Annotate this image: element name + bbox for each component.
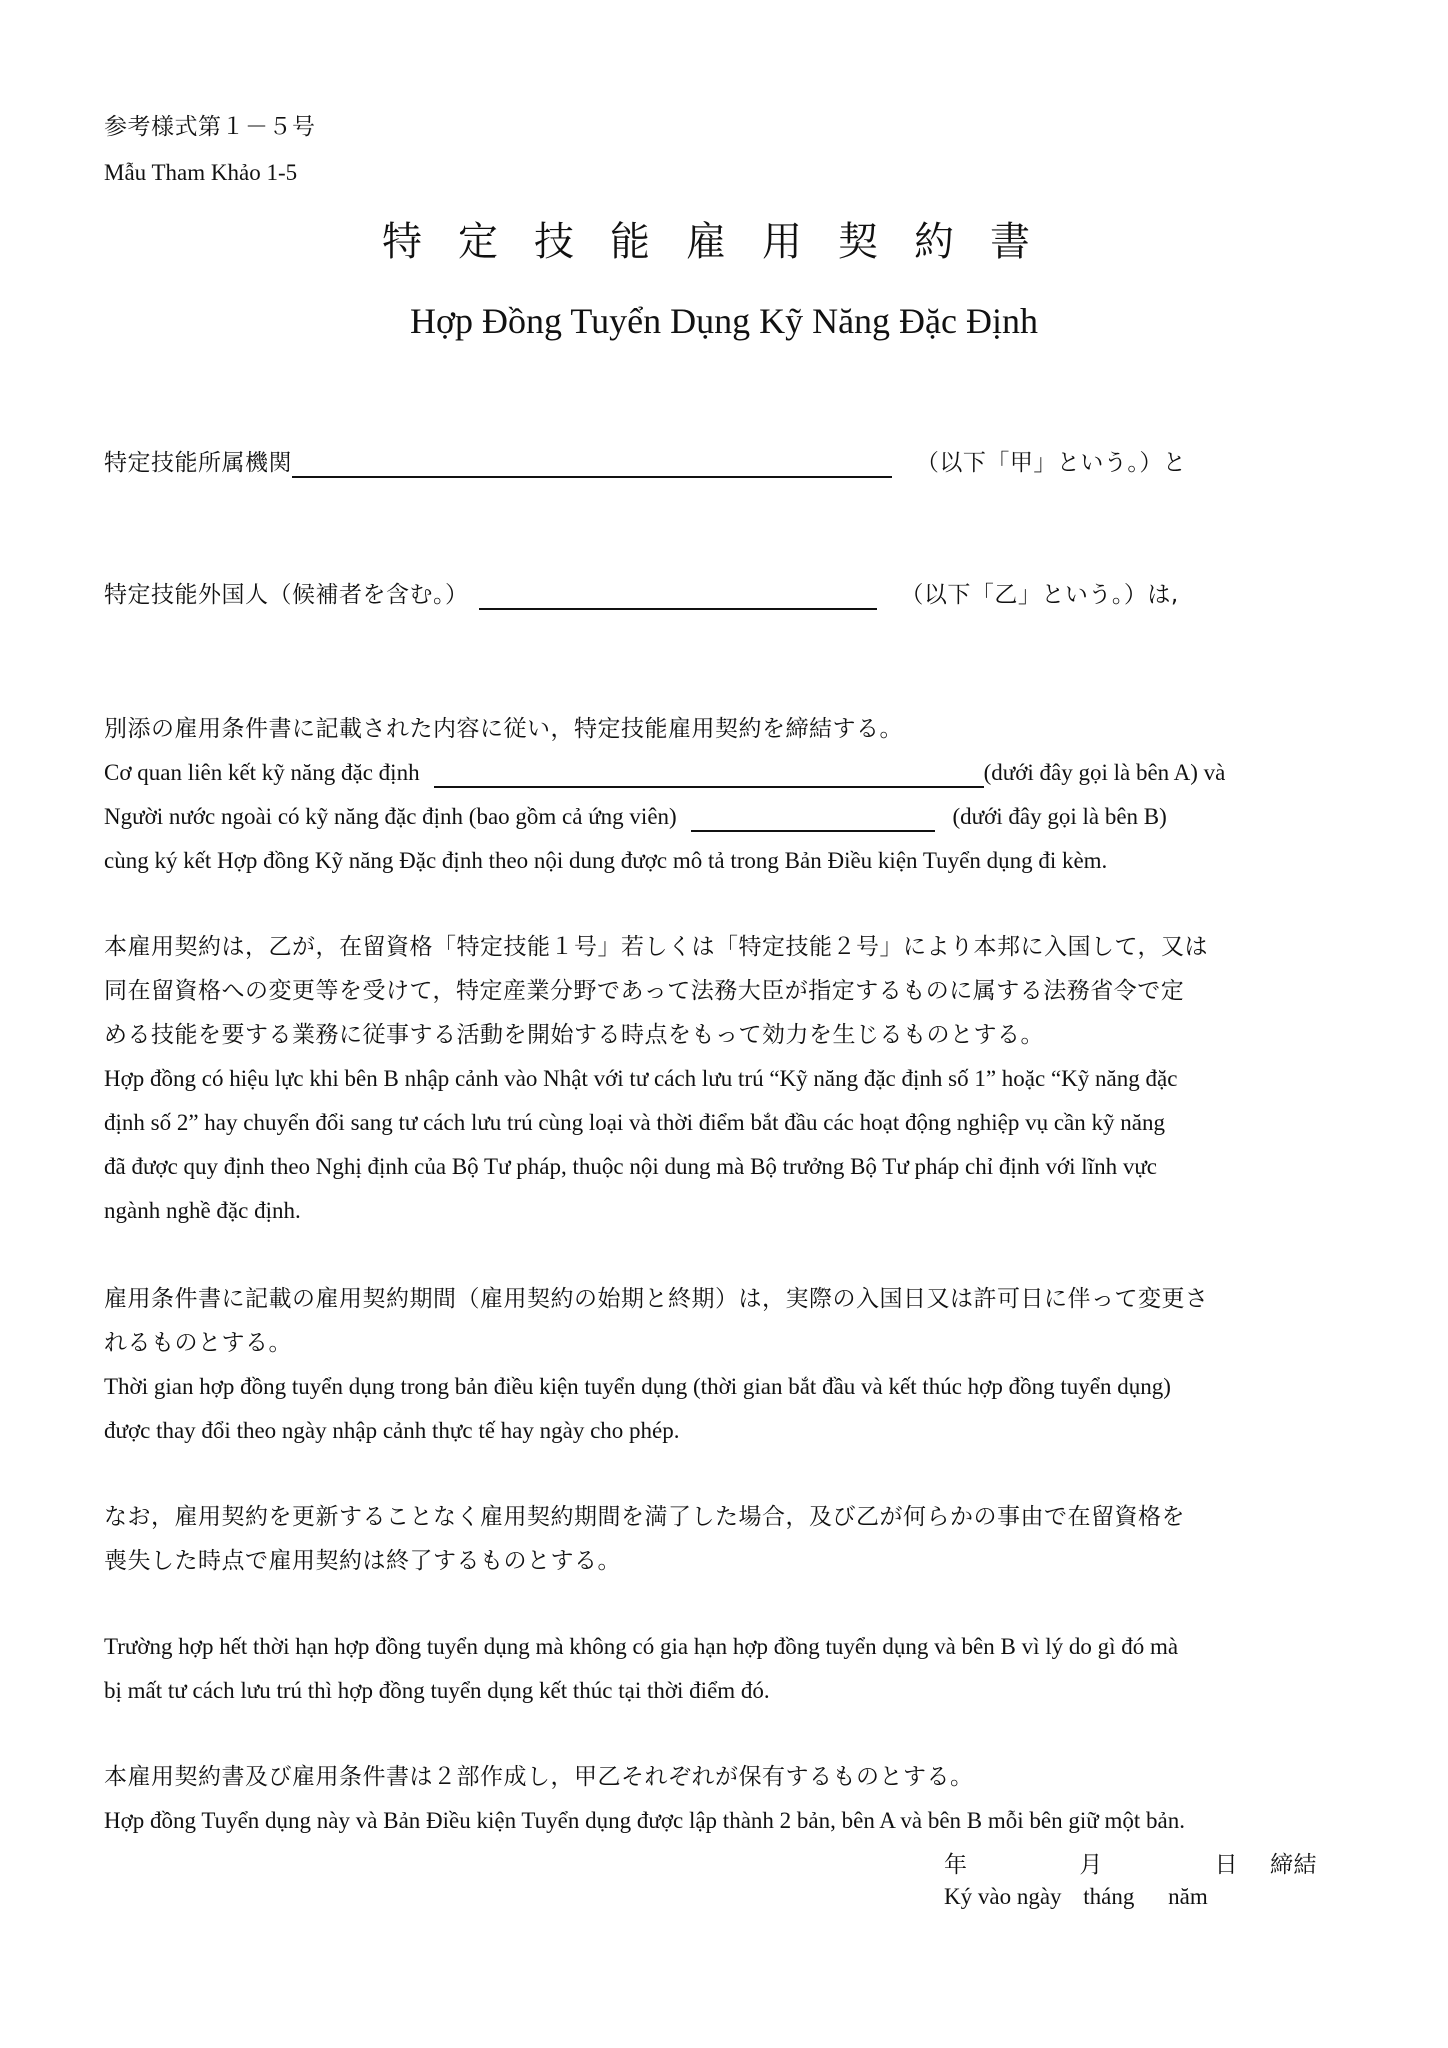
vn-org-label: Cơ quan liên kết kỹ năng đặc định xyxy=(104,760,420,785)
vn-org-blank[interactable] xyxy=(434,762,984,788)
year-jp: 年 xyxy=(944,1852,968,1878)
effective-jp-line: 同在留資格への変更等を受けて，特定産業分野であって法務大臣が指定するものに属する法務省令で定 xyxy=(104,978,1185,1004)
period-vn-line: Thời gian hợp đồng tuyển dụng trong bản điều kiện tuyển dụng (thời gian bắt đầu và kết thúc hợp đồng tuyển dụng) xyxy=(104,1374,1171,1399)
month-vn: tháng xyxy=(1083,1884,1135,1909)
effective-jp-line: 本雇用契約は，乙が，在留資格「特定技能１号」若しくは「特定技能２号」により本邦に入国して，又は xyxy=(104,934,1209,960)
effective-vn-line: định số 2” hay chuyển đổi sang tư cách lưu trú cùng loại và thời điểm bắt đầu các hoạt động nghiệp vụ cần kỹ năng xyxy=(104,1110,1165,1135)
period-vn-line: được thay đổi theo ngày nhập cảnh thực tế hay ngày cho phép. xyxy=(104,1418,680,1443)
concluded-jp: 締結 xyxy=(1269,1852,1317,1878)
form-number-jp: 参考様式第１－５号 xyxy=(104,114,316,140)
copies-jp: 本雇用契約書及び雇用条件書は２部作成し，甲乙それぞれが保有するものとする。 xyxy=(104,1764,974,1790)
form-number-vn: Mẫu Tham Khảo 1-5 xyxy=(104,160,298,185)
vn-org-suffix: (dưới đây gọi là bên A) và xyxy=(983,760,1226,785)
effective-vn-line: ngành nghề đặc định. xyxy=(104,1198,301,1223)
org-label: 特定技能所属機関 xyxy=(104,450,292,476)
day-jp: 日 xyxy=(1214,1852,1239,1878)
vn-foreigner-blank[interactable] xyxy=(691,806,935,832)
vn-foreigner-label: Người nước ngoài có kỹ năng đặc định (bao gồm cả ứng viên) xyxy=(104,804,677,829)
intro-vn-org-row xyxy=(104,758,1225,788)
termination-jp-line: なお，雇用契約を更新することなく雇用契約期間を満了した場合，及び乙が何らかの事由で在留資格を xyxy=(104,1504,1185,1530)
foreigner-name-blank[interactable] xyxy=(479,584,877,610)
org-party-row xyxy=(104,448,1186,478)
foreigner-label: 特定技能外国人（候補者を含む。） xyxy=(104,582,469,608)
copies-vn: Hợp đồng Tuyển dụng này và Bản Điều kiện Tuyển dụng được lập thành 2 bản, bên A và bên B mỗi bên giữ một bản. xyxy=(104,1808,1185,1833)
termination-vn-line: bị mất tư cách lưu trú thì hợp đồng tuyển dụng kết thúc tại thời điểm đó. xyxy=(104,1678,770,1703)
foreigner-suffix: （以下「乙」という。）は, xyxy=(900,582,1179,608)
month-jp: 月 xyxy=(1079,1852,1103,1878)
termination-vn-line: Trường hợp hết thời hạn hợp đồng tuyển dụng mà không có gia hạn hợp đồng tuyển dụng và bên B vì lý do gì đó mà xyxy=(104,1634,1179,1659)
intro-vn-foreigner-row xyxy=(104,802,1167,832)
intro-vn-line3: cùng ký kết Hợp đồng Kỹ năng Đặc định theo nội dung được mô tả trong Bản Điều kiện Tuyển dụng đi kèm. xyxy=(104,848,1108,873)
period-jp-line: れるものとする。 xyxy=(104,1330,292,1356)
intro-jp: 別添の雇用条件書に記載された内容に従い，特定技能雇用契約を締結する。 xyxy=(104,716,903,742)
document-title-vn: Hợp Đồng Tuyển Dụng Kỹ Năng Đặc Định xyxy=(409,301,1038,341)
effective-jp-line: める技能を要する業務に従事する活動を開始する時点をもって効力を生じるものとする。 xyxy=(104,1022,1044,1048)
org-suffix: （以下「甲」という。）と xyxy=(915,450,1187,476)
effective-vn-line: đã được quy định theo Nghị định của Bộ Tư pháp, thuộc nội dung mà Bộ trưởng Bộ Tư pháp chỉ định với lĩnh vực xyxy=(104,1154,1157,1179)
year-vn: năm xyxy=(1168,1884,1208,1909)
document-title-jp: 特定技能雇用契約書 xyxy=(382,219,1066,265)
org-name-blank[interactable] xyxy=(292,452,892,478)
signing-date-jp-row xyxy=(944,1846,1317,1879)
vn-foreigner-suffix: (dưới đây gọi là bên B) xyxy=(952,804,1167,829)
period-jp-line: 雇用条件書に記載の雇用契約期間（雇用契約の始期と終期）は，実際の入国日又は許可日に伴って変更さ xyxy=(104,1286,1209,1312)
signing-date-vn-row xyxy=(944,1884,1208,1910)
termination-jp-line: 喪失した時点で雇用契約は終了するものとする。 xyxy=(104,1548,621,1574)
signed-on-vn: Ký vào ngày xyxy=(944,1884,1062,1909)
effective-vn-line: Hợp đồng có hiệu lực khi bên B nhập cảnh vào Nhật với tư cách lưu trú “Kỹ năng đặc định số 1” hoặc “Kỹ năng đặc xyxy=(104,1066,1178,1091)
foreigner-party-row xyxy=(104,580,1179,610)
